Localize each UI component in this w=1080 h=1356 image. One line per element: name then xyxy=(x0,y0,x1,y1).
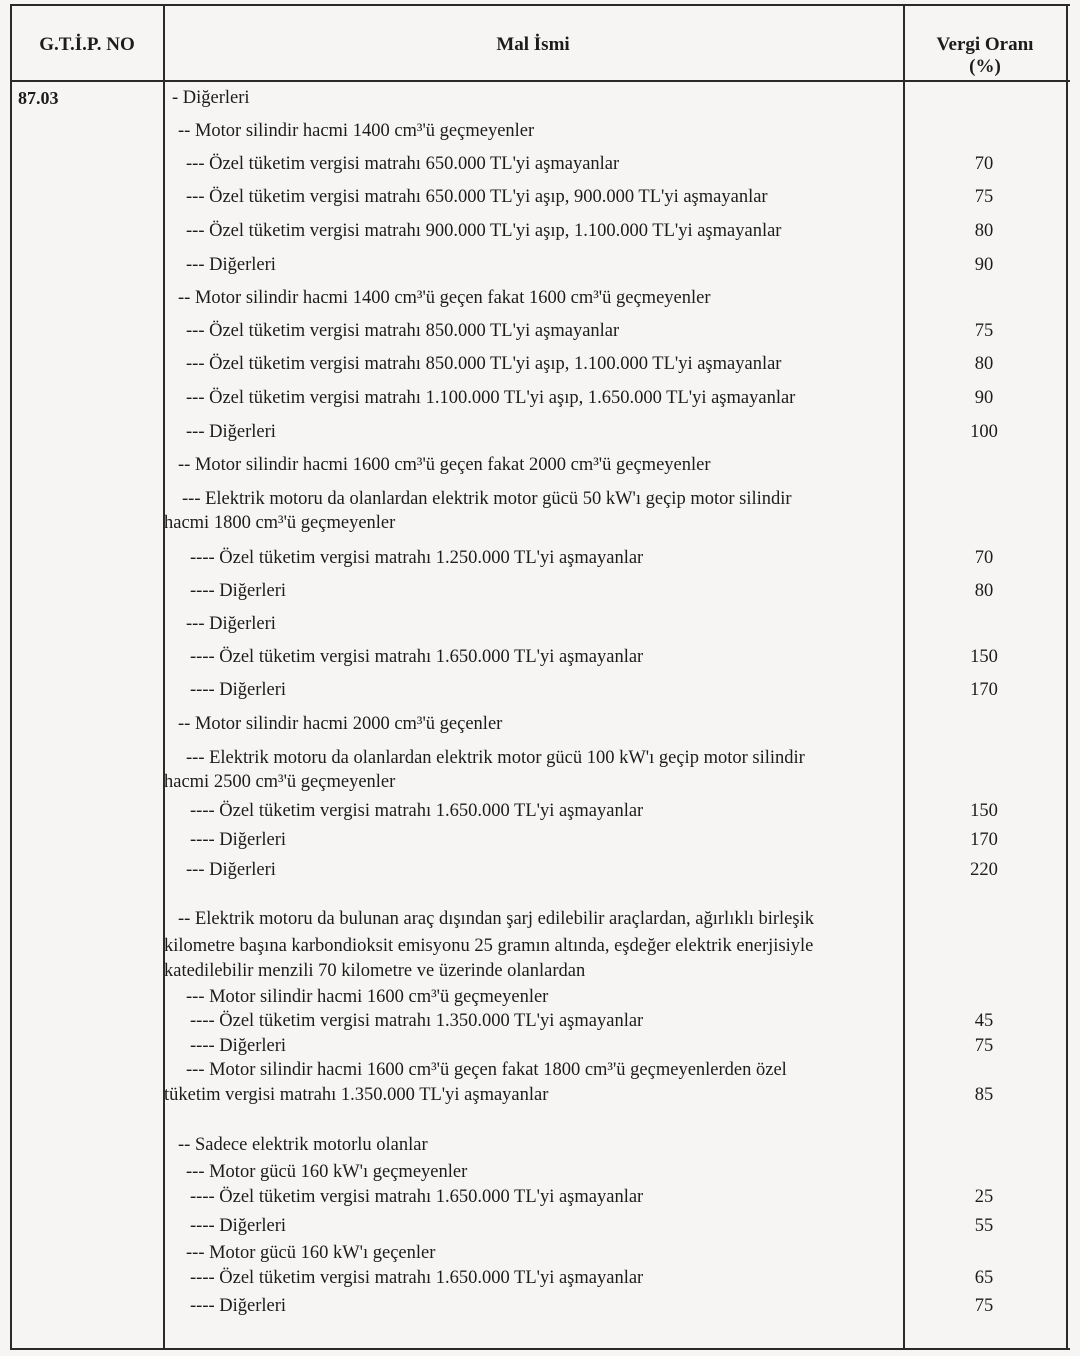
table-row xyxy=(0,746,1080,770)
table-row xyxy=(0,985,1080,1009)
item-description: --- Diğerleri xyxy=(186,422,276,442)
table-row xyxy=(0,579,1080,603)
table-row xyxy=(0,487,1080,511)
header-gtip-no: G.T.İ.P. NO xyxy=(39,34,135,55)
table-row xyxy=(0,828,1080,852)
item-description: --- Özel tüketim vergisi matrahı 850.000 TL'yi aşmayanlar xyxy=(186,321,620,341)
item-description: kilometre başına karbondioksit emisyonu 25 gramın altında, eşdeğer elektrik enerjisiyle xyxy=(164,936,814,956)
item-description: ---- Özel tüketim vergisi matrahı 1.250.000 TL'yi aşmayanlar xyxy=(190,548,644,568)
table-top-border xyxy=(10,4,1070,6)
tax-rate: 90 xyxy=(974,388,994,408)
item-description: --- Diğerleri xyxy=(186,860,276,880)
item-description: ---- Diğerleri xyxy=(190,1216,287,1236)
item-description: ---- Özel tüketim vergisi matrahı 1.650.000 TL'yi aşmayanlar xyxy=(190,1268,644,1288)
table-row xyxy=(0,453,1080,477)
table-row xyxy=(0,1034,1080,1058)
item-description: ---- Özel tüketim vergisi matrahı 1.650.000 TL'yi aşmayanlar xyxy=(190,1187,644,1207)
tax-rate: 170 xyxy=(970,680,998,700)
tax-rate: 45 xyxy=(974,1011,994,1031)
table-row xyxy=(0,420,1080,444)
item-description: --- Diğerleri xyxy=(186,255,276,275)
header-mal-ismi: Mal İsmi xyxy=(496,34,570,55)
item-description: --- Özel tüketim vergisi matrahı 850.000 TL'yi aşıp, 1.100.000 TL'yi aşmayanlar xyxy=(186,354,782,374)
table-row xyxy=(0,858,1080,882)
table-row xyxy=(0,1185,1080,1209)
tax-rate: 75 xyxy=(974,1296,994,1316)
tax-rate: 85 xyxy=(974,1085,994,1105)
tax-rate: 70 xyxy=(974,154,994,174)
tax-rate: 65 xyxy=(974,1268,994,1288)
item-description: ---- Diğerleri xyxy=(190,581,287,601)
table-row xyxy=(0,1160,1080,1184)
header-divider xyxy=(10,80,1070,82)
table-row xyxy=(0,1214,1080,1238)
item-description: -- Elektrik motoru da bulunan araç dışından şarj edilebilir araçlardan, ağırlıklı birleşik xyxy=(178,909,814,929)
tax-rate: 75 xyxy=(974,1036,994,1056)
header-vergi-orani-unit: (%) xyxy=(969,56,1001,77)
item-description: --- Motor silindir hacmi 1600 cm³'ü geçmeyenler xyxy=(186,987,549,1007)
item-description: hacmi 1800 cm³'ü geçmeyenler xyxy=(164,513,396,533)
header-vergi-orani-line1: Vergi Oranı xyxy=(936,34,1034,55)
tax-rate: 150 xyxy=(970,801,998,821)
item-description: --- Elektrik motoru da olanlardan elektrik motor gücü 100 kW'ı geçip motor silindir xyxy=(186,748,805,768)
table-row xyxy=(0,286,1080,310)
table-row xyxy=(0,511,1080,535)
tax-rate: 75 xyxy=(974,321,994,341)
tax-rate: 90 xyxy=(974,255,994,275)
item-description: -- Motor silindir hacmi 2000 cm³'ü geçenler xyxy=(178,714,503,734)
table-row xyxy=(0,1241,1080,1265)
item-description: --- Elektrik motoru da olanlardan elektrik motor gücü 50 kW'ı geçip motor silindir xyxy=(182,489,792,509)
item-description: --- Motor gücü 160 kW'ı geçmeyenler xyxy=(186,1162,468,1182)
table-row xyxy=(0,86,1080,110)
table-row xyxy=(0,1058,1080,1082)
header-vergi-orani xyxy=(905,34,1065,78)
item-description: ---- Özel tüketim vergisi matrahı 1.650.000 TL'yi aşmayanlar xyxy=(190,801,644,821)
tax-rate: 55 xyxy=(974,1216,994,1236)
item-description: ---- Diğerleri xyxy=(190,830,287,850)
table-row xyxy=(0,386,1080,410)
table-row xyxy=(0,185,1080,209)
tax-rate: 80 xyxy=(974,581,994,601)
table-row xyxy=(0,352,1080,376)
table-row xyxy=(0,799,1080,823)
tax-rate: 80 xyxy=(974,221,994,241)
table-row xyxy=(0,1266,1080,1290)
item-description: ---- Diğerleri xyxy=(190,680,287,700)
item-description: ---- Özel tüketim vergisi matrahı 1.350.000 TL'yi aşmayanlar xyxy=(190,1011,644,1031)
item-description: --- Özel tüketim vergisi matrahı 1.100.000 TL'yi aşıp, 1.650.000 TL'yi aşmayanlar xyxy=(186,388,796,408)
table-row xyxy=(0,678,1080,702)
item-description: -- Motor silindir hacmi 1600 cm³'ü geçen fakat 2000 cm³'ü geçmeyenler xyxy=(178,455,711,475)
table-row xyxy=(0,1133,1080,1157)
item-description: ---- Diğerleri xyxy=(190,1296,287,1316)
item-description: --- Diğerleri xyxy=(186,614,276,634)
table-row xyxy=(0,546,1080,570)
item-description: ---- Özel tüketim vergisi matrahı 1.650.000 TL'yi aşmayanlar xyxy=(190,647,644,667)
table-row xyxy=(0,959,1080,983)
tax-rate: 75 xyxy=(974,187,994,207)
item-description: --- Motor gücü 160 kW'ı geçenler xyxy=(186,1243,436,1263)
tax-rate: 80 xyxy=(974,354,994,374)
item-description: -- Sadece elektrik motorlu olanlar xyxy=(178,1135,428,1155)
table-row xyxy=(0,612,1080,636)
table-row xyxy=(0,907,1080,931)
item-description: hacmi 2500 cm³'ü geçmeyenler xyxy=(164,772,396,792)
tax-rate: 220 xyxy=(970,860,998,880)
table-bottom-border xyxy=(10,1348,1070,1350)
table-row xyxy=(0,119,1080,143)
table-row xyxy=(0,712,1080,736)
item-description: -- Motor silindir hacmi 1400 cm³'ü geçen fakat 1600 cm³'ü geçmeyenler xyxy=(178,288,711,308)
table-row xyxy=(0,1294,1080,1318)
tax-rate: 150 xyxy=(970,647,998,667)
table-row xyxy=(0,645,1080,669)
table-row xyxy=(0,1009,1080,1033)
tax-rate: 25 xyxy=(974,1187,994,1207)
item-description: --- Özel tüketim vergisi matrahı 900.000 TL'yi aşıp, 1.100.000 TL'yi aşmayanlar xyxy=(186,221,782,241)
table-row xyxy=(0,1083,1080,1107)
table-row xyxy=(0,319,1080,343)
tax-rate: 70 xyxy=(974,548,994,568)
tax-rate: 170 xyxy=(970,830,998,850)
item-description: --- Motor silindir hacmi 1600 cm³'ü geçen fakat 1800 cm³'ü geçmeyenlerden özel xyxy=(186,1060,787,1080)
item-description: ---- Diğerleri xyxy=(190,1036,287,1056)
table-row xyxy=(0,152,1080,176)
item-description: - Diğerleri xyxy=(172,88,250,108)
item-description: --- Özel tüketim vergisi matrahı 650.000 TL'yi aşmayanlar xyxy=(186,154,620,174)
gtip-code: 87.03 xyxy=(18,88,59,108)
item-description: -- Motor silindir hacmi 1400 cm³'ü geçmeyenler xyxy=(178,121,535,141)
item-description: katedilebilir menzili 70 kilometre ve üzerinde olanlardan xyxy=(164,961,586,981)
table-row xyxy=(0,934,1080,958)
table-row xyxy=(0,770,1080,794)
table-row xyxy=(0,219,1080,243)
table-row xyxy=(0,253,1080,277)
item-description: tüketim vergisi matrahı 1.350.000 TL'yi aşmayanlar xyxy=(164,1085,549,1105)
item-description: --- Özel tüketim vergisi matrahı 650.000 TL'yi aşıp, 900.000 TL'yi aşmayanlar xyxy=(186,187,768,207)
tax-rate: 100 xyxy=(970,422,998,442)
